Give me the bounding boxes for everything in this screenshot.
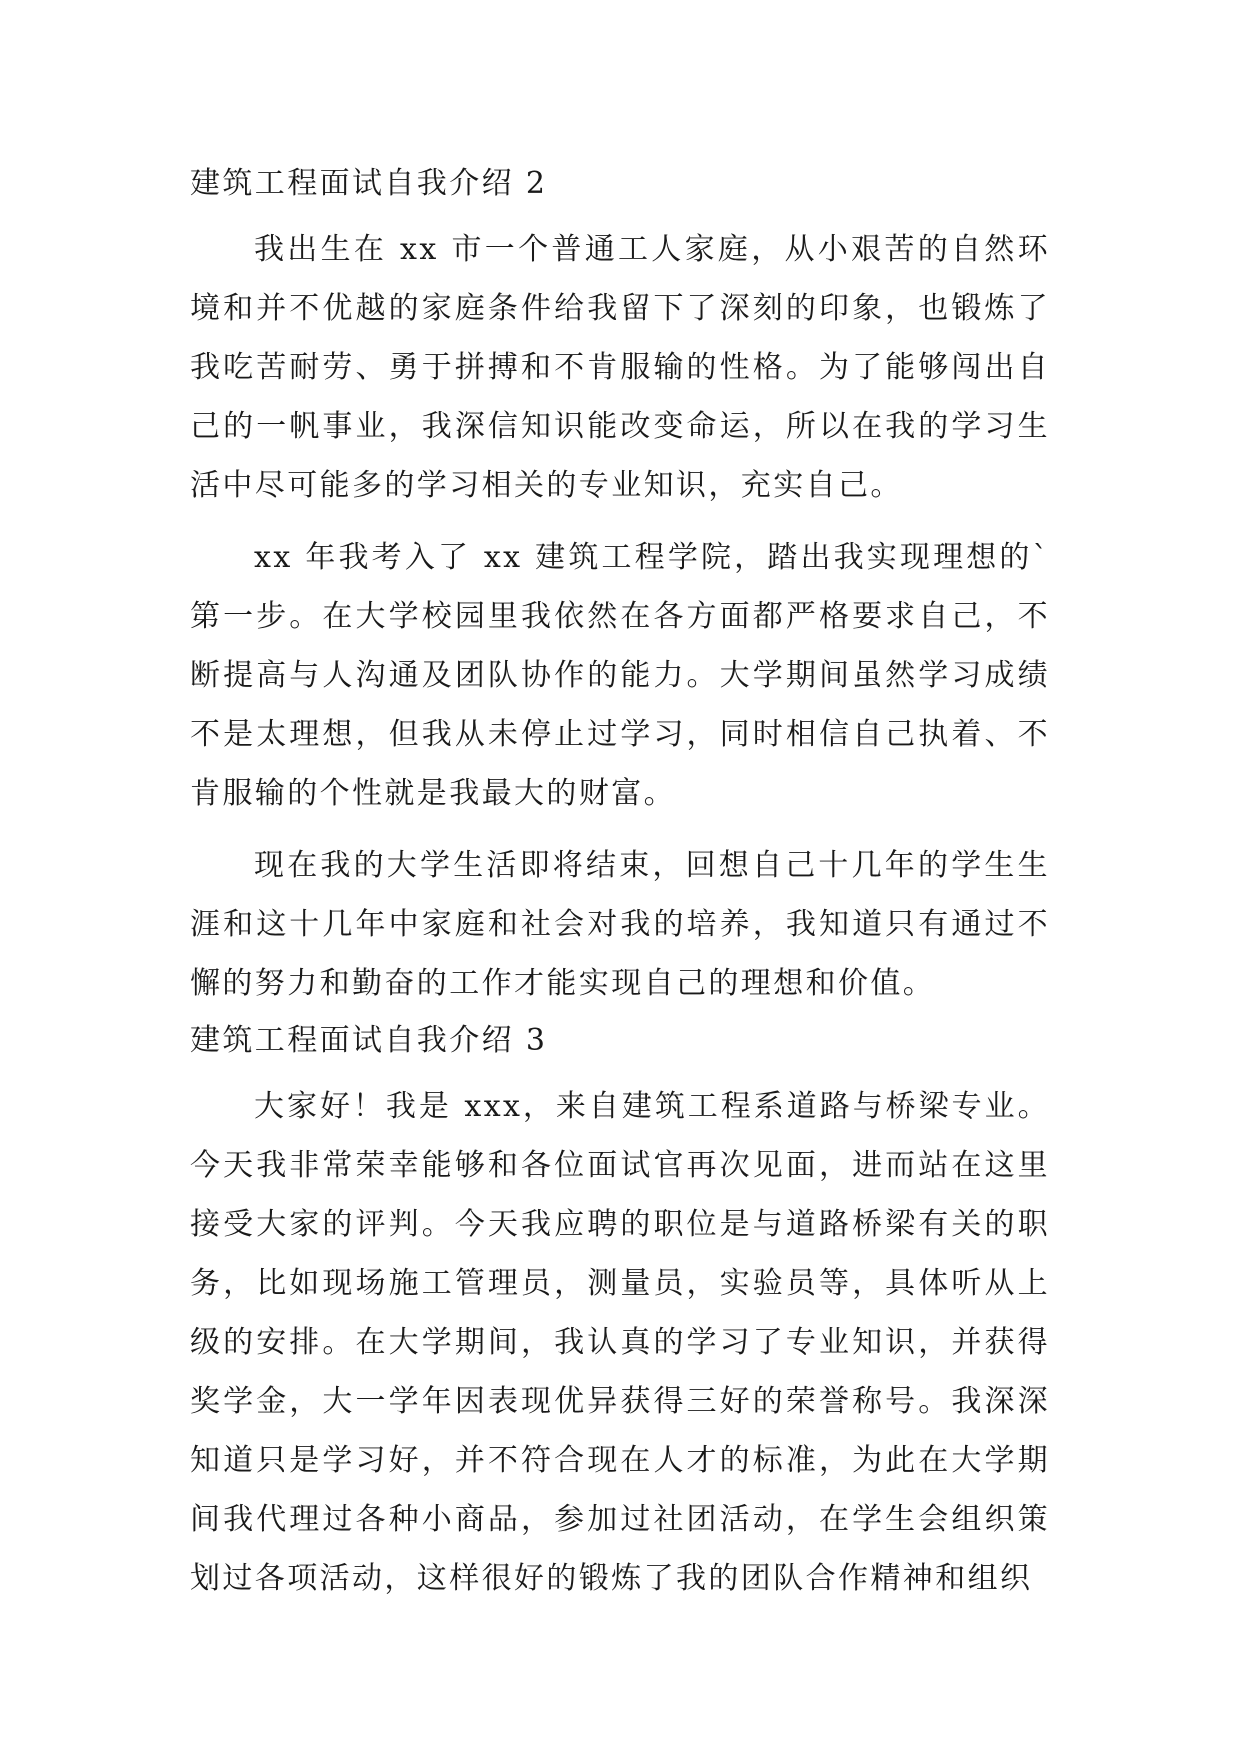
section-heading: 建筑工程面试自我介绍 3 <box>190 1023 548 1058</box>
section-heading: 建筑工程面试自我介绍 2 <box>190 166 548 201</box>
paragraph: 我出生在 xx 市一个普通工人家庭，从小艰苦的自然环境和并不优越的家庭条件给我留下了深刻的印象，也锻炼了我吃苦耐劳、勇于拼搏和不肯服输的性格。为了能够闯出自己的一帆事业，我深信知识能改变命运，所以在我的学习生活中尽可能多的学习相关的专业知识，充实自己。 <box>190 232 1050 503</box>
paragraph: 大家好！我是 xxx，来自建筑工程系道路与桥梁专业。今天我非常荣幸能够和各位面试官再次见面，进而站在这里接受大家的评判。今天我应聘的职位是与道路桥梁有关的职务，比如现场施工管理员，测量员，实验员等，具体听从上级的安排。在大学期间，我认真的学习了专业知识，并获得奖学金，大一学年因表现优异获得三好的荣誉称号。我深深知道只是学习好，并不符合现在人才的标准，为此在大学期间我代理过各种小商品，参加过社团活动，在学生会组织策划过各项活动，这样很好的锻炼了我的团队合作精神和组织 <box>190 1089 1050 1596</box>
paragraph: 现在我的大学生活即将结束，回想自己十几年的学生生涯和这十几年中家庭和社会对我的培养，我知道只有通过不懈的努力和勤奋的工作才能实现自己的理想和价值。 <box>190 848 1050 1001</box>
document-body <box>190 160 1050 1608</box>
paragraph: xx 年我考入了 xx 建筑工程学院，踏出我实现理想的`第一步。在大学校园里我依然在各方面都严格要求自己，不断提高与人沟通及团队协作的能力。大学期间虽然学习成绩不是太理想，但我从未停止过学习，同时相信自己执着、不肯服输的个性就是我最大的财富。 <box>190 540 1050 811</box>
